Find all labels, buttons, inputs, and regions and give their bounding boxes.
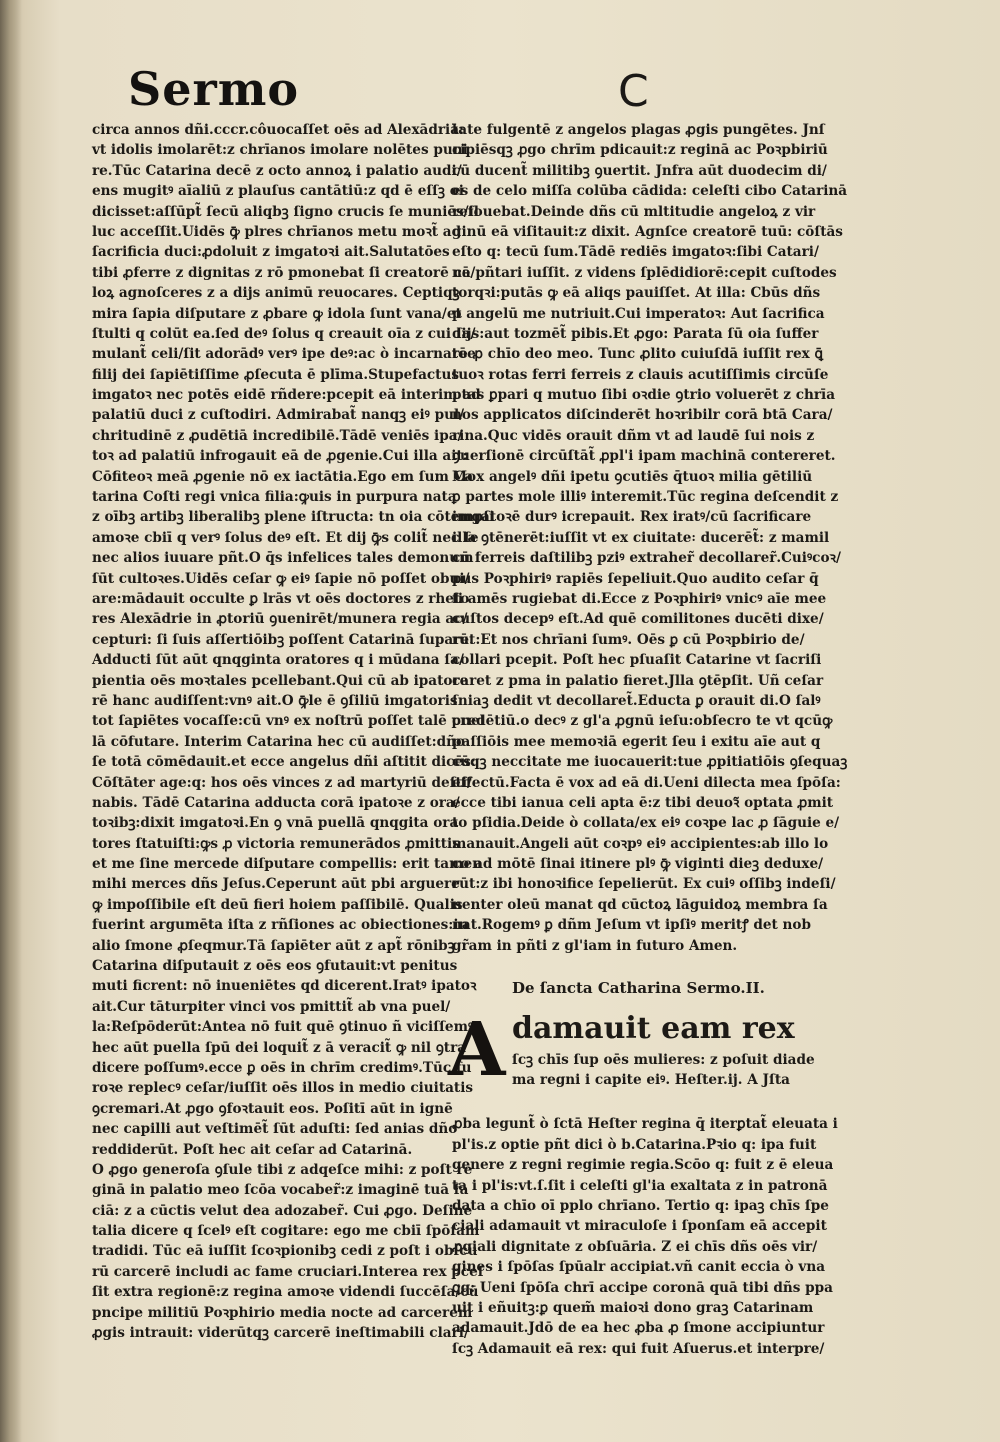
text-line: ens mugitꝰ aīaliū z plauſus cantātiū:z qd ē eſſꝫ oi — [92, 183, 464, 200]
text-line: ſūt cultoꝛes.Uidēs ceſar ꝙ eiꝰ ſapie nō poſſet obui/ — [92, 570, 470, 587]
right-text-column — [448, 120, 848, 1359]
decorated-initial: A — [448, 1007, 506, 1094]
text-line: rūt:z ibi honoꝛifice ſepelierūt. Ex cuiꝰ oſſibꝫ indeſi/ — [452, 876, 836, 893]
right-column-lines — [452, 120, 848, 956]
text-line: tarina Coſti regi vnica filia:ꝙuis in purpura nata — [92, 489, 457, 506]
text-line: loꝝ agnoſceres z a dijs animū reuocares. Ceptiqꝫ — [92, 285, 460, 302]
text-line: O ꝓgo generoſa ꝯſule tibi z adqeſce mihi: z poſt re — [92, 1161, 473, 1178]
text-line: talia dicere q ſcelꝰ eſt cogitare: ego me cbiī ſpōſam — [92, 1223, 480, 1240]
text-line: et me ſine mercede diſputare compellis: erit tamen — [92, 856, 483, 873]
text-line: rina.Quc vidēs orauit dñm vt ad laudē ſui nois z — [452, 427, 815, 444]
text-line: dijs:aut tozmēt̃ pibis.Et ꝓgo: Parata ſū oia ſuffer — [452, 325, 819, 342]
sermon-opening — [448, 1007, 824, 1094]
text-line: ptas ꝑpari q mutuo ſibi oꝛdie ꝯtrio voluerēt z chrīa — [452, 387, 836, 404]
text-line: re.Tūc Catarina decē z octo annoꝝ i palatio audi/ — [92, 162, 462, 179]
text-line: cūqꝫ neccitate me iuocauerit:tue ꝓpitiatiōis ꝯſequaꝫ — [452, 754, 848, 771]
text-line: fuerint argumēta iſta z rñſiones ac obiectiones:in — [92, 917, 469, 934]
text-line: credētiū.o decꝰ z gl'a ꝓgnū ieſu:obſecro te vt qcūꝙ — [452, 713, 833, 730]
text-line: tate fulgentē z angelos plagas ꝓgis pungētes. Jnſ — [452, 122, 825, 138]
text-line: mihi merces dñs Jeſus.Ceperunt aūt pbi arguere — [92, 876, 460, 893]
text-line: toꝛ ad palatiū infrogauit eā de ꝓgenie.Cui illa ait: — [92, 448, 468, 465]
folio-number: C — [618, 66, 649, 117]
text-line: eſto q: tecū ſum.Tādē rediēs imgatoꝛ:ſibi Catari/ — [452, 244, 819, 261]
text-line: ginā in palatio meo ſcōa vocaber̃:z imaginē tuā fa — [92, 1182, 469, 1199]
text-line: Cōfiteoꝛ meā ꝓgenie nō ex iactātia.Ego em ſum Ca — [92, 468, 474, 485]
text-line: luc acceſſit.Uidēs ꝙ̄ plres chrīanos metu moꝛt̃ ad — [92, 223, 462, 240]
text-line: refouebat.Deinde dñs cū mltitudie angeloꝝ z vir — [452, 203, 816, 220]
text-line: ꝓgiali dignitate z obſuāria. Z ei chīs dñs oēs vir/ — [452, 1238, 818, 1255]
section-body-lines — [452, 1114, 838, 1359]
text-line: ſe totā cōmēdauit.et ecce angelus dñi aſtitit dicēs: — [92, 754, 476, 771]
text-line: ciali adamauit vt miraculoſe i ſponſam eā accepit — [452, 1218, 827, 1235]
text-line: nā pñtari iuſſit. z videns ſplēdidiorē:cepit cuſtodes — [452, 264, 837, 281]
text-line: cū ferreis daſtilibꝫ pziꝰ extraher̃ decollarer̃.Cuiꝰcoꝛ/ — [452, 550, 841, 567]
text-line: nec capilli aut veſtimēt̃ ſūt aduſti: ſed anias dño — [92, 1121, 458, 1138]
text-line: nec alios iuuare pñt.O q̄s infelices tales demonum — [92, 550, 474, 567]
text-line: filij dei ſapiētiſſime ꝓſecuta ē plīma.Stupefactus — [92, 366, 459, 383]
text-line: cū ducent̃ militibꝫ ꝯuertit. Jnfra aūt duodecim di/ — [452, 162, 827, 179]
left-text-column — [92, 120, 495, 1343]
text-line: ꝯuerſionē circūſtāt̃ ꝓpl'i ipam machinā contereret. — [452, 448, 836, 465]
text-line: muti ficrent: nō inueniētes qd dicerent.Iratꝰ ipatoꝛ — [92, 978, 477, 995]
text-line: rē hanc audiſſent:vnꝰ ait.O ꝙ̄le ē ꝯſiliū imgatoris — [92, 692, 458, 709]
running-head: Sermo — [128, 62, 300, 116]
text-line: tradidi. Tūc eā iuſſit ſcoꝛpionibꝫ cedi z poſt i obſcu — [92, 1243, 478, 1260]
text-line: re ꝓ chīo deo meo. Tunc ꝓlito cuiuſdā iuſſit rex ꝗ̄ — [452, 346, 824, 363]
text-line: to pſidia.Deide ò collata/ex eiꝰ coꝛpe lac ꝓ ſāguie e/ — [452, 815, 840, 832]
text-line: ꝯcremari.At ꝓgo ꝯfoꝛtauit eos. Poſitī aūt in ignē — [92, 1100, 453, 1117]
text-line: ꝑ partes mole illiꝰ interemit.Tūc regina deſcendit z — [452, 489, 839, 506]
text-line: ſcꝫ Adamauit eā rex: qui fuit Aſuerus.et interpre/ — [452, 1340, 825, 1357]
text-line: paſſiōis mee memoꝛiā egerit ſeu i exitu aīe aut q — [452, 733, 821, 750]
section-heading: De ſancta Catharina Sermo.II. — [512, 979, 765, 998]
text-line: ꝓba legunt̃ ò ſctā Heſter regina q̄ iterꝑtat̃ eleuata i — [452, 1116, 838, 1133]
text-line: cipiēsqꝫ ꝓgo chrīm pdicauit:z reginā ac Poꝛpbiriū — [452, 142, 828, 159]
text-line: palatiū duci z cuſtodiri. Admirabat̃ nanqꝫ eiꝰ pul/ — [92, 407, 465, 424]
text-line: hec aūt puella ſpū dei loquit̃ z ā veracit̃ ꝙ nil ꝯtra — [92, 1039, 467, 1056]
text-line: dicisset:aſſūpt̃ ſecū aliqbꝫ ſigno crucis ſe muniēs/il — [92, 203, 479, 220]
text-line: toꝛibꝫ:dixit imgatoꝛi.En ꝯ vnā puellā qnqgita ora — [92, 815, 459, 832]
text-line: z oībꝫ artibꝫ liberalibꝫ plene iſtructa: tn oia cōtempſi — [92, 509, 495, 526]
text-line: res Alexādrie in ꝓtoriū ꝯuenirēt/munera regia ac/ — [92, 611, 468, 628]
text-line: pus Poꝛphiriꝰ rapiēs ſepeliuit.Quo audito ceſar q̄ — [452, 570, 819, 587]
text-line: es de celo miſſa colūba cādida: celeſti cibo Catarinā — [452, 183, 848, 200]
text-line: collari pcepit. Poſt hec pſuaſit Catarine vt ſacriſi — [452, 652, 822, 669]
text-line: Mox angelꝰ dñi ipetu ꝯcutiēs q̄tuoꝛ milia gētiliū — [452, 468, 813, 485]
text-line: la:Reſpōderūt:Antea nō fuit quē ꝯtinuo ñ viciſſemꝰ — [92, 1019, 474, 1036]
text-line: p angelū me nutriuit.Cui imperatoꝛ: Aut ſacrifica — [452, 305, 825, 322]
text-line: data a chīo oī pplo chrīano. Tertio q: ipaꝫ chīs ſpe — [452, 1197, 829, 1214]
text-line: Adducti ſūt aūt qnqginta oratores q i mūdana ſa/ — [92, 652, 464, 669]
text-line: tot ſapiētes vocaſſe:cū vnꝰ ex noſtrū poſſet talē puel — [92, 713, 485, 730]
text-line: pl'is.z optie pñt dici ò b.Catarina.Pꝛio q: ipa fuit — [452, 1136, 817, 1153]
text-line: Catarina diſputauit z oēs eos ꝯfutauit:vt penitus — [92, 958, 458, 975]
text-line: genere z regni regimie regia.Scōo q: fuit z ē eleua — [452, 1157, 834, 1174]
text-line: ſniaꝫ dedit vt decollaret̃.Educta ꝑ orauit di.O ſalꝰ — [452, 692, 821, 709]
text-line: ait.Cur tāturpiter vinci vos pmittit̃ ab vna puel/ — [92, 998, 451, 1015]
text-line: tuoꝛ rotas ferri ferreis z clauis acutiſſimis circūſe — [452, 366, 829, 383]
text-line: dicere poſſumꝰ.ecce ꝑ oēs in chrīm credimꝰ.Tūc fu — [92, 1059, 472, 1076]
text-line: uit i eñuitꝫ:ꝑ quem̃ maioꝛi dono graꝫ Catarinam — [452, 1299, 814, 1316]
text-line: adamauit.Jdō de ea hec ꝓba ꝓ ſmone accipiuntur — [452, 1320, 825, 1337]
text-line: illa ꝯtēnerēt:iuſſit vt ex ciuitate꞉ ducerēt̃: z mamil — [452, 529, 830, 546]
text-line: are:mādauit occulte ꝑ lrās vt oēs doctores z rheto — [92, 590, 470, 607]
text-line: tibi ꝓferre z dignitas z rō pmonebat ſi creatorē ce/ — [92, 264, 476, 281]
text-line: manauit.Angeli aūt coꝛpꝰ eiꝰ accipientes:ab illo lo — [452, 835, 829, 852]
text-line: effectū.Facta ē vox ad eā di.Ueni dilecta mea ſpōſa: — [452, 774, 841, 791]
text-line: ta i pl'is:vt.ſ.ſit i celeſti gl'ia exaltata z in patronā — [452, 1177, 828, 1194]
sermon-lemma: damauit eam rex — [512, 1011, 795, 1047]
text-line: pientia oēs moꝛtales pcellebant.Qui cū ab ipatore — [92, 672, 469, 689]
text-line: gr̃am in pñti z gl'iam in futuro Amen. — [452, 937, 738, 954]
text-line: imgatoꝛē durꝰ icrepauit. Rex iratꝰ/cū ſacrificare — [452, 509, 812, 526]
text-line: mulant̃ celi/ſit adorādꝰ verꝰ ipe deꝰ:ac ò incarnatōe — [92, 346, 476, 363]
text-line: cepturi: ſi ſuis aſſertiōibꝫ poſſent Catarinā ſupare. — [92, 631, 474, 648]
text-line: mira ſapia diſputare z ꝓbare ꝙ idola ſunt vana/et — [92, 305, 462, 322]
gutter-shadow — [0, 0, 22, 1442]
text-line: nabis. Tādē Catarina adducta corā ipatoꝛe z ora/ — [92, 794, 460, 811]
text-line: ꝗq: Ueni ſpōſa chrī accipe coronā quā tibi dñs ppa — [452, 1279, 833, 1296]
text-line: torqꝛi:putās ꝙ eā aliqs pauiſſet. At illa: Cbūs dñs — [452, 285, 821, 302]
text-line: ſtulti q colūt ea.ſed deꝰ ſolus q creauit oīa z cui ſa/ — [92, 325, 476, 342]
text-line: caret z pma in palatio fieret.Jlla ꝯtēpſit. Uñ ceſar — [452, 672, 824, 689]
text-line: alio ſmone ꝓſeqmur.Tā ſapiēter aūt z apt̃ rōnibꝫ — [92, 937, 455, 954]
text-line: tores ſtatuiſti:ꝙs ꝓ victoria remunerādos ꝓmittis — [92, 835, 460, 852]
text-line: Cōſtāter age:q: hos oēs vinces z ad martyriū deſti/ — [92, 774, 472, 791]
text-line: nos applicatos diſcinderēt hoꝛribilr corā btā Cara/ — [452, 407, 833, 424]
text-line: amoꝛe cbiī q verꝰ ſolus deꝰ eſt. Et dij ꝙ̄s colit̃ nec ſe — [92, 529, 479, 546]
text-line: gines i ſpōſas ſpūalr accipiat.vñ canit eccia ò vna — [452, 1259, 826, 1276]
text-line: cuſtos decepꝰ eſt.Ad quē comilitones ducēti dixe/ — [452, 611, 824, 628]
text-line: ſacrificia duci:ꝓdoluit z imgatoꝛi ait.Salutatōes — [92, 244, 450, 261]
text-line: nat.Rogemꝰ ꝑ dñm Jeſum vt ipſiꝰ meritꝭ det nob — [452, 917, 812, 934]
text-line: rūt:Et nos chrīani ſumꝰ. Oēs ꝑ cū Poꝛpbirio de/ — [452, 631, 805, 648]
text-line: vt idolis imolarēt:z chrīanos imolare nolētes puni — [92, 142, 468, 159]
text-line: ſit extra regionē:z regina amoꝛe videndi ſuccēſa/cū — [92, 1284, 479, 1301]
text-line: ꝓgis intrauit: viderūtqꝫ carcerē ineſtimabili clari/ — [92, 1325, 469, 1342]
text-line: ſi amēs rugiebat di.Ecce z Poꝛphiriꝰ vnicꝰ aīe mee — [452, 590, 827, 607]
text-line: reddiderūt. Poſt hec ait ceſar ad Catarinā. — [92, 1141, 413, 1158]
lemma-continuation — [512, 1050, 824, 1090]
text-line: imgatoꝛ nec potēs eidē rñdere:pcepit eā interim ad — [92, 387, 481, 404]
text-line: roꝛe replecꝰ ceſar/iuſſit oēs illos in medio ciuitatis — [92, 1080, 474, 1097]
text-line: circa annos dñi.cccr.côuocaſſet oēs ad Alexādriā: — [92, 122, 465, 138]
text-line: ꝙ impoſſibile eſt deū fieri hoiem paſſibilē. Qualis — [92, 896, 463, 913]
text-line: chritudinē z ꝓudētiā incredibilē.Tādē veniēs ipa/ — [92, 427, 463, 444]
text-line: lā cōfutare. Interim Catarina hec cū audiſſet:dño — [92, 733, 466, 750]
text-line: rū carcerē includi ac fame cruciari.Interea rex pceſ — [92, 1263, 484, 1280]
text-line: ginū eā viſitauit:z dixit. Agnſce creatorē tuū: cōſtās — [452, 223, 843, 240]
text-line: ma regni i capite eiꝰ. Heſter.ij. A Jſta — [512, 1072, 790, 1089]
text-line: nenter oleū manat qd cūctoꝝ lāguidoꝝ membra ſa — [452, 896, 828, 913]
text-line: ciā: z a cūctis velut dea adozaber̃. Cui ꝓgo. Deſine — [92, 1202, 473, 1219]
text-line: ſcꝫ chīs ſup oēs mulieres: z poſuit diade — [512, 1052, 815, 1069]
text-line: ecce tibi ianua celi apta ē:z tibi deuoꝛ̃ optata ꝓmit — [452, 794, 834, 811]
text-line: co ad mōtē ſinai itinere plꝰ ꝙ̄ viginti dieꝫ deduxe/ — [452, 856, 824, 873]
text-line: pncipe militiū Poꝛphirio media nocte ad carcerem — [92, 1304, 473, 1321]
